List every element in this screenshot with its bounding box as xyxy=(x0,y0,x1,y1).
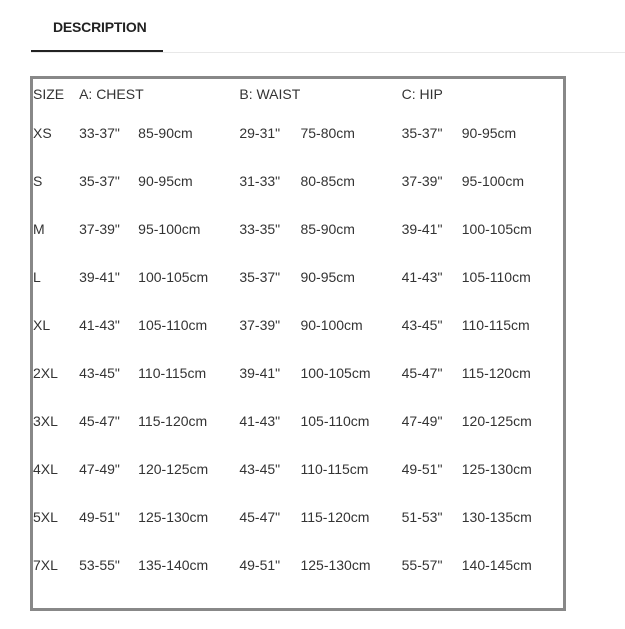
header-hip: C: HIP xyxy=(401,86,443,102)
chest-cm-cell: 115-120cm xyxy=(138,413,208,429)
size-chart-table xyxy=(33,79,563,589)
chest-in-cell: 35-37" xyxy=(79,173,120,189)
table-row xyxy=(33,109,563,157)
hip-cm-cell: 115-120cm xyxy=(461,365,531,381)
size-cell: L xyxy=(33,269,41,285)
chest-in-cell: 37-39" xyxy=(79,221,120,237)
size-cell: XL xyxy=(33,317,51,333)
waist-in-cell: 33-35" xyxy=(239,221,281,237)
waist-cm-cell: 90-100cm xyxy=(300,317,363,333)
waist-cm-cell: 125-130cm xyxy=(300,557,371,573)
hip-cm-cell: 110-115cm xyxy=(461,317,530,333)
size-chart xyxy=(30,76,566,611)
size-cell: S xyxy=(33,173,43,189)
chest-cm-cell: 135-140cm xyxy=(138,557,209,573)
size-cell: 7XL xyxy=(33,557,58,573)
hip-cm-cell: 105-110cm xyxy=(461,269,531,285)
table-row xyxy=(33,157,563,205)
size-cell: M xyxy=(33,221,45,237)
waist-cm-cell: 115-120cm xyxy=(300,509,370,525)
table-row xyxy=(33,205,563,253)
tab-bar xyxy=(31,0,625,53)
waist-in-cell: 29-31" xyxy=(239,125,281,141)
waist-cm-cell: 85-90cm xyxy=(300,221,355,237)
chest-cm-cell: 125-130cm xyxy=(138,509,209,525)
chest-in-cell: 47-49" xyxy=(79,461,120,477)
hip-in-cell: 49-51" xyxy=(401,461,443,477)
waist-cm-cell: 100-105cm xyxy=(300,365,371,381)
chest-cm-cell: 90-95cm xyxy=(138,173,193,189)
table-row xyxy=(33,253,563,301)
waist-in-cell: 35-37" xyxy=(239,269,281,285)
chest-in-cell: 49-51" xyxy=(79,509,120,525)
tab-description-label: DESCRIPTION xyxy=(53,19,147,35)
hip-cm-cell: 140-145cm xyxy=(461,557,532,573)
waist-cm-cell: 90-95cm xyxy=(300,269,355,285)
hip-cm-cell: 120-125cm xyxy=(461,413,532,429)
chest-cm-cell: 95-100cm xyxy=(138,221,201,237)
hip-in-cell: 47-49" xyxy=(401,413,443,429)
hip-in-cell: 41-43" xyxy=(401,269,443,285)
hip-cm-cell: 90-95cm xyxy=(461,125,517,141)
hip-in-cell: 43-45" xyxy=(401,317,443,333)
hip-in-cell: 55-57" xyxy=(401,557,443,573)
size-cell: 4XL xyxy=(33,461,58,477)
table-row xyxy=(33,349,563,397)
header-size: SIZE xyxy=(33,86,65,102)
table-row xyxy=(33,493,563,541)
waist-cm-cell: 80-85cm xyxy=(300,173,355,189)
hip-in-cell: 39-41" xyxy=(401,221,443,237)
chest-in-cell: 33-37" xyxy=(79,125,120,141)
waist-in-cell: 41-43" xyxy=(239,413,281,429)
chest-cm-cell: 85-90cm xyxy=(138,125,193,141)
size-chart-header-row xyxy=(33,79,563,109)
size-cell: XS xyxy=(33,125,52,141)
hip-cm-cell: 100-105cm xyxy=(461,221,532,237)
hip-cm-cell: 95-100cm xyxy=(461,173,525,189)
size-cell: 2XL xyxy=(33,365,58,381)
hip-in-cell: 51-53" xyxy=(401,509,443,525)
waist-cm-cell: 105-110cm xyxy=(300,413,370,429)
hip-cm-cell: 130-135cm xyxy=(461,509,532,525)
hip-in-cell: 45-47" xyxy=(401,365,443,381)
table-row xyxy=(33,541,563,589)
chest-cm-cell: 100-105cm xyxy=(138,269,209,285)
hip-in-cell: 37-39" xyxy=(401,173,443,189)
waist-in-cell: 37-39" xyxy=(239,317,281,333)
chest-in-cell: 53-55" xyxy=(79,557,120,573)
waist-in-cell: 31-33" xyxy=(239,173,281,189)
hip-in-cell: 35-37" xyxy=(401,125,443,141)
table-row xyxy=(33,445,563,493)
chest-cm-cell: 120-125cm xyxy=(138,461,209,477)
waist-cm-cell: 75-80cm xyxy=(300,125,355,141)
size-cell: 5XL xyxy=(33,509,58,525)
waist-cm-cell: 110-115cm xyxy=(300,461,369,477)
header-chest: A: CHEST xyxy=(79,86,144,102)
chest-cm-cell: 105-110cm xyxy=(138,317,208,333)
chest-in-cell: 41-43" xyxy=(79,317,120,333)
waist-in-cell: 49-51" xyxy=(239,557,281,573)
chest-in-cell: 43-45" xyxy=(79,365,120,381)
waist-in-cell: 39-41" xyxy=(239,365,281,381)
tab-description[interactable] xyxy=(31,0,163,52)
chest-in-cell: 45-47" xyxy=(79,413,120,429)
size-cell: 3XL xyxy=(33,413,58,429)
chest-in-cell: 39-41" xyxy=(79,269,120,285)
table-row xyxy=(33,301,563,349)
waist-in-cell: 45-47" xyxy=(239,509,281,525)
table-row xyxy=(33,397,563,445)
chest-cm-cell: 110-115cm xyxy=(138,365,207,381)
header-waist: B: WAIST xyxy=(239,86,301,102)
hip-cm-cell: 125-130cm xyxy=(461,461,532,477)
waist-in-cell: 43-45" xyxy=(239,461,281,477)
